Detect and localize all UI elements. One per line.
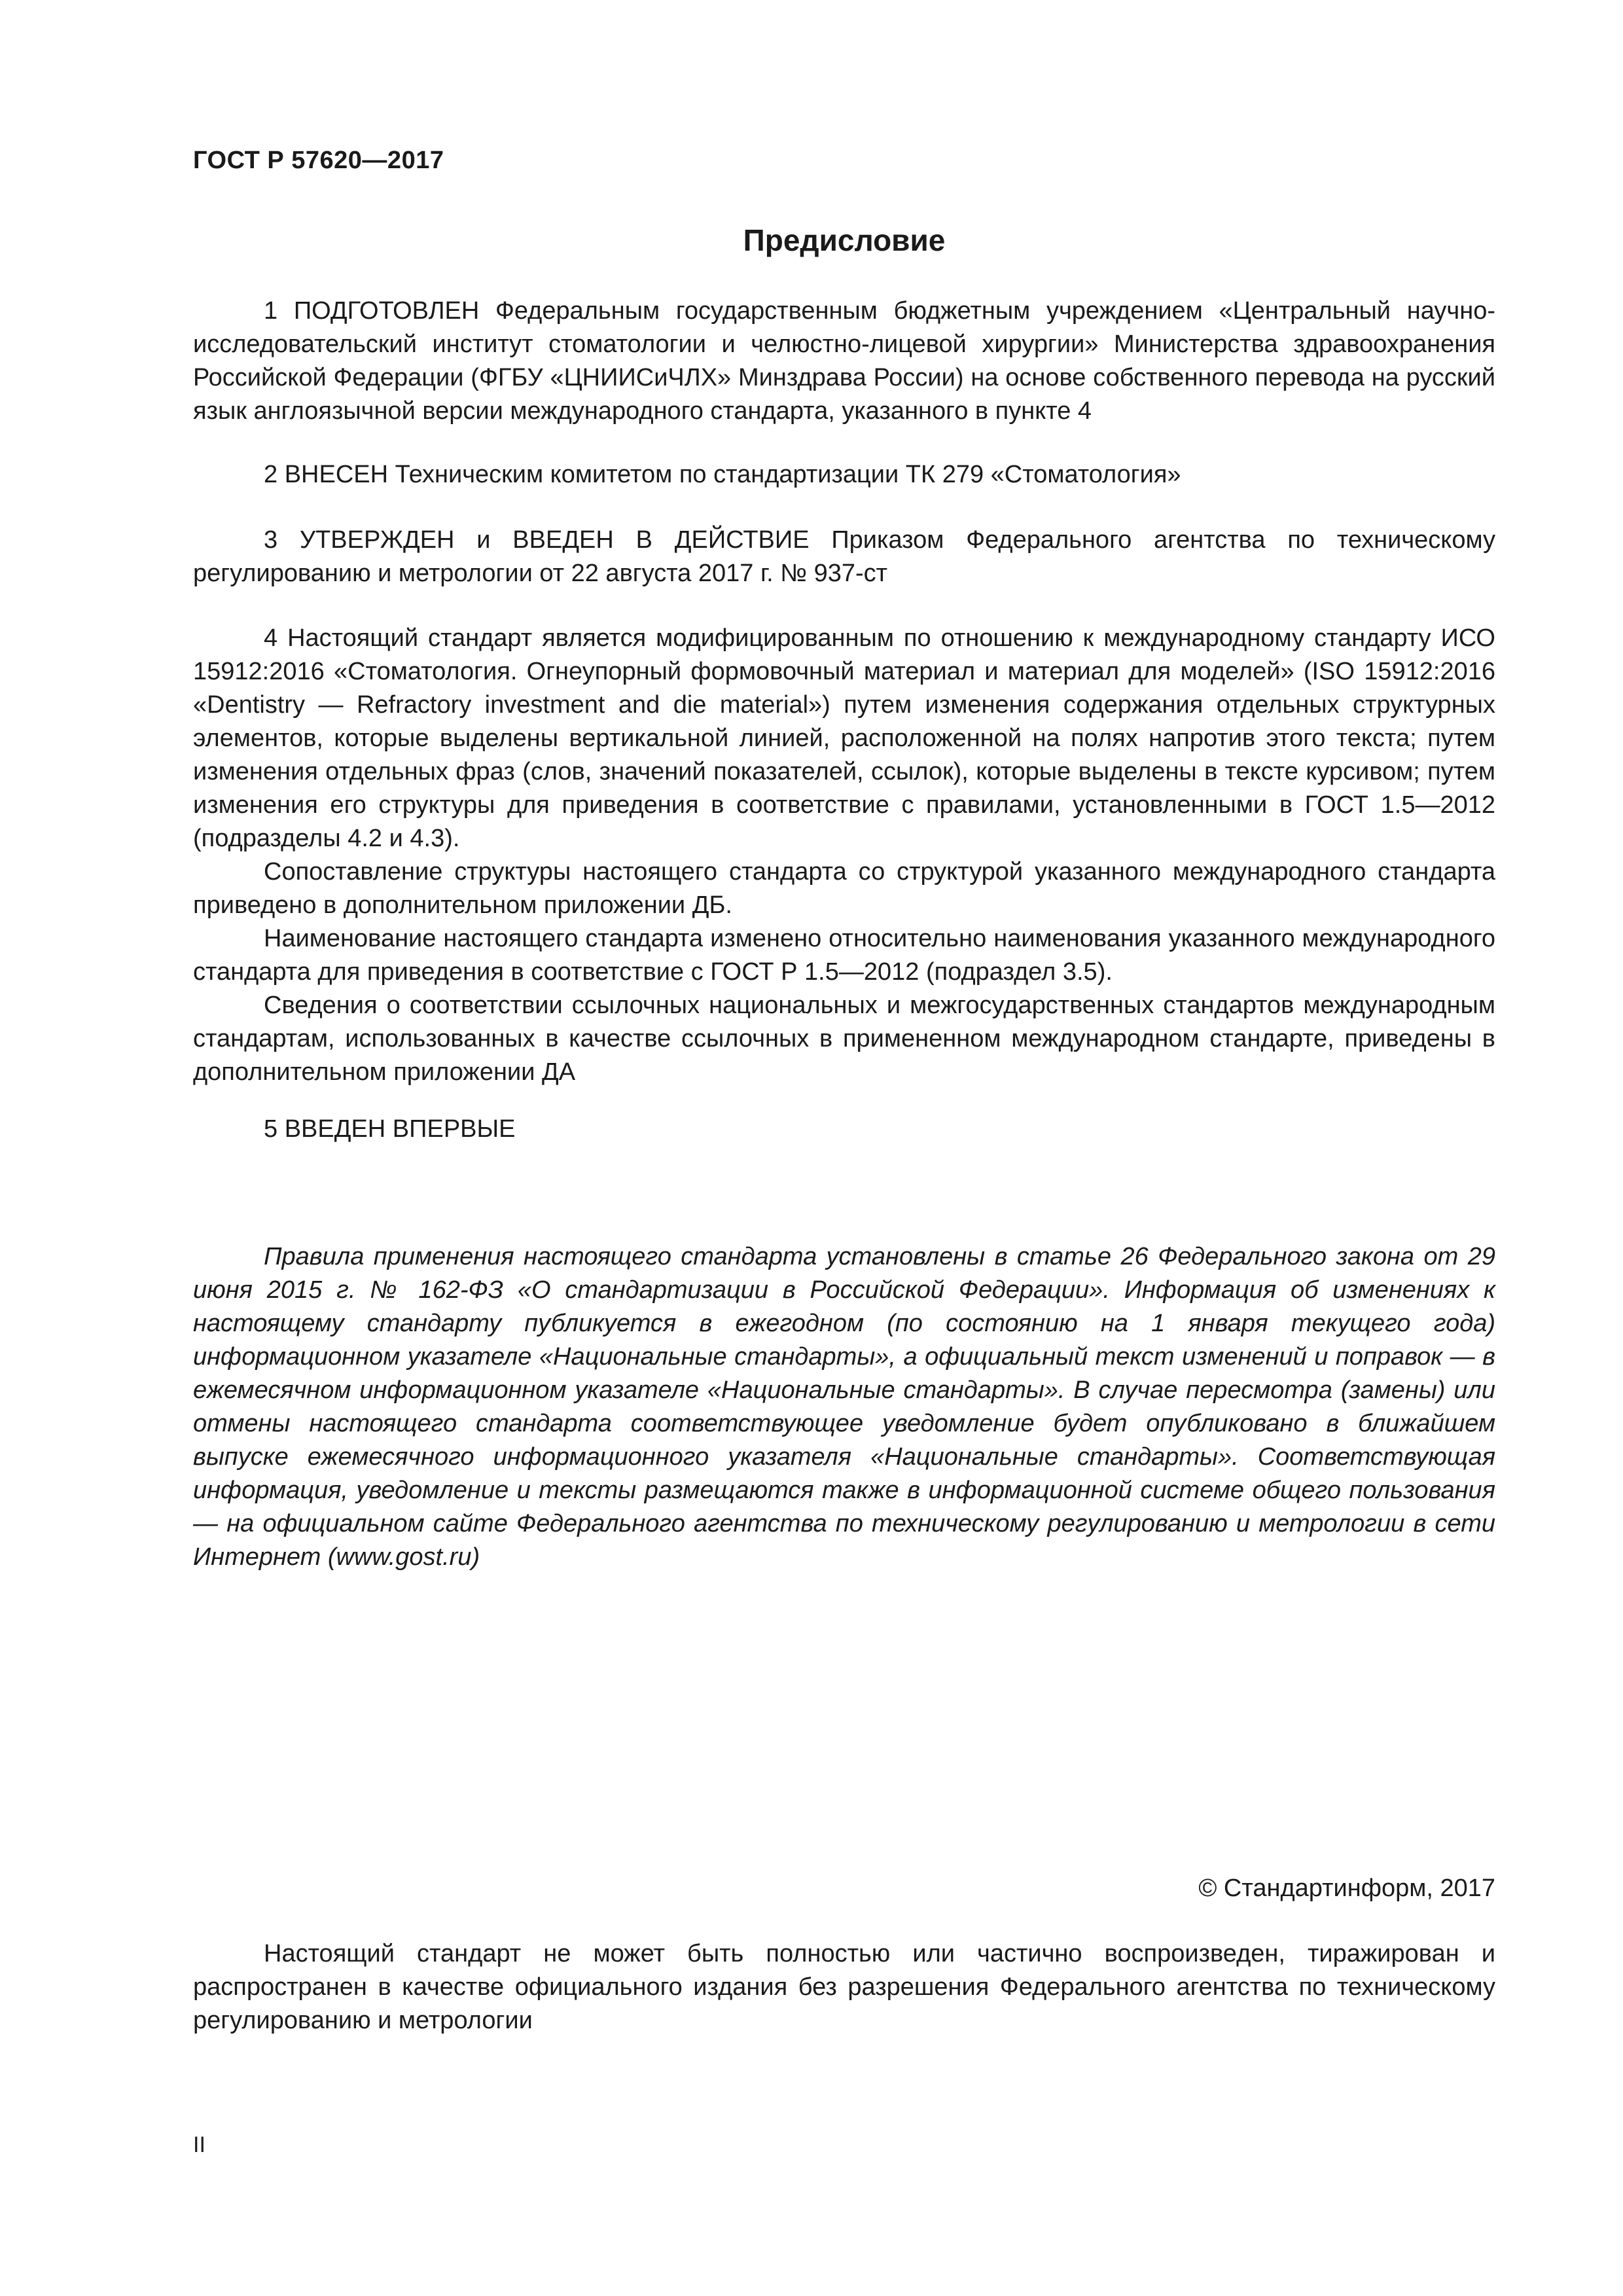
- item-2-section: [193, 458, 1495, 492]
- reproduction-notice: [193, 1937, 1495, 2037]
- item-4-name-change-text: Наименование настоящего стандарта изменено относительно наименования указанного международного стандарта для приведения в соответствие с ГОСТ Р 1.5—2012 (подраздел 3.5).: [193, 925, 1495, 986]
- item-2-text: 2 ВНЕСЕН Техническим комитетом по стандартизации ТК 279 «Стоматология»: [264, 461, 1181, 488]
- document-code: ГОСТ Р 57620—2017: [193, 147, 444, 174]
- reproduction-notice-text: Настоящий стандарт не может быть полностью или частично воспроизведен, тиражирован и распространен в качестве официального издания без разрешения Федерального агентства по техническому регулированию и метрологии: [193, 1940, 1495, 2034]
- item-4-section: [193, 622, 1495, 1089]
- item-5-text: 5 ВВЕДЕН ВПЕРВЫЕ: [264, 1115, 516, 1143]
- item-4-text: 4 Настоящий стандарт является модифицированным по отношению к международному стандарту ИСО 15912:2016 «Стоматология. Огнеупорный формовочный материал и материал для моделей» (ISO 15912:2016 «Dentistry — Refractory investment and die material») путем изменения содержания отдельных структурных элементов, которые выделены вертикальной линией, расположенной на полях напротив этого текста; путем изменения отдельных фраз (слов, значений показателей, ссылок), которые выделены в тексте курсивом; путем изменения его структуры для приведения в соответствие с правилами, установленными в ГОСТ 1.5—2012 (подразделы 4.2 и 4.3).: [193, 624, 1495, 852]
- item-4-references-text: Сведения о соответствии ссылочных национальных и межгосударственных стандартов международным стандартам, использованных в качестве ссылочных в примененном международном стандарте, приведены в дополнительном приложении ДА: [193, 992, 1495, 1086]
- application-rules-text: Правила применения настоящего стандарта установлены в статье 26 Федерального закона от 29 июня 2015 г. № 162-ФЗ «О стандартизации в Российской Федерации». Информация об изменениях к настоящему стандарту публикуется в ежегодном (по состоянию на 1 января текущего года) информационном указателе «Национальные стандарты», а официальный текст изменений и поправок — в ежемесячном информационном указателе «Национальные стандарты». В случае пересмотра (замены) или отмены настоящего стандарта соответствующее уведомление будет опубликовано в ближайшем выпуске ежемесячного информационного указателя «Национальные стандарты». Соответствующая информация, уведомление и тексты размещаются также в информационной системе общего пользования — на официальном сайте Федерального агентства по техническому регулированию и метрологии в сети Интернет (www.gost.ru): [193, 1243, 1495, 1571]
- item-4-comparison-text: Сопоставление структуры настоящего стандарта со структурой указанного международного стандарта приведено в дополнительном приложении ДБ.: [193, 858, 1495, 919]
- document-page: [193, 0, 1495, 2296]
- item-5-section: [193, 1113, 1495, 1146]
- item-1-section: [193, 295, 1495, 428]
- item-3-section: [193, 524, 1495, 590]
- item-3-text: 3 УТВЕРЖДЕН и ВВЕДЕН В ДЕЙСТВИЕ Приказом Федерального агентства по техническому регулированию и метрологии от 22 августа 2017 г. № 937-ст: [193, 526, 1495, 587]
- page-number: II: [193, 2132, 205, 2157]
- application-rules-notice: [193, 1240, 1495, 1574]
- copyright-line: © Стандартинформ, 2017: [1198, 1874, 1495, 1902]
- page-title: Предисловие: [743, 223, 946, 257]
- item-1-text: 1 ПОДГОТОВЛЕН Федеральным государственным бюджетным учреждением «Центральный научно-исследовательский институт стоматологии и челюстно-лицевой хирургии» Министерства здравоохранения Российской Федерации (ФГБУ «ЦНИИСиЧЛХ» Минздрава России) на основе собственного перевода на русский язык англоязычной версии международного стандарта, указанного в пункте 4: [193, 297, 1495, 425]
